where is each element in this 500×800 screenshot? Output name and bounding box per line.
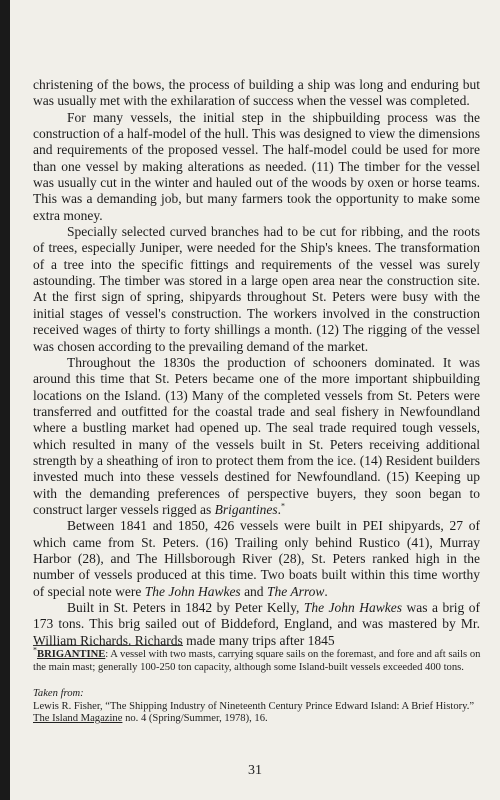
paragraph-2: For many vessels, the initial step in the shipbuilding process was the construction of a half-model of the hull. This was designed to view the dimensions and requirements of the proposed vessel. The half-model could be used for more than one vessel by making alterations as needed. (11) The timber for the vessel was usually cut in the winter and hauled out of the woods by oxen or horse teams. This was a demanding job, but many farmers took the opportunity to make some extra money. [33,109,480,223]
paragraph-5-text: Between 1841 and 1850, 426 vessels were built in PEI shipyards, 27 of which came from St. Peters. (16) Trailing only behind Rustico (41), Murray Harbor (28), and The Hillsborough River (28), St. Peters ranked high in the number of vessels produced at this time. Two boats built within this time worthy of special note were [33,518,480,599]
document-page [10,0,500,800]
footnote [33,645,483,726]
paragraph-6 [33,600,480,649]
paragraph-1: christening of the bows, the process of building a ship was long and enduring but was usually met with the exhilaration of success when the vessel was completed. [33,77,480,109]
footnote-divider [33,645,183,646]
taken-from-label: Taken from: [33,688,84,699]
vessel-name-john-hawkes-2: The John Hawkes [303,600,403,615]
vessel-name-arrow: The Arrow [266,583,325,599]
vessel-name-john-hawkes: The John Hawkes [144,583,241,599]
citation-text: Lewis R. Fisher, “The Shipping Industry of Nineteenth Century Prince Edward Island: A Brief History.” [33,700,475,712]
footnote-term: BRIGANTINE [37,649,106,660]
citation-end: no. 4 (Spring/Summer, 1978), 16. [122,713,268,724]
paragraph-5 [33,518,480,600]
brigantines-term: Brigantines [214,501,278,517]
paragraph-5-and: and [240,583,267,599]
paragraph-3: Specially selected curved branches had to be cut for ribbing, and the roots of trees, especially Juniper, were needed for the Ship's knees. The transformation of a tree into the specific fittings and requirements of the vessel was surely astounding. The timber was stored in a large open area near the construction site. At the first sign of spring, shipyards throughout St. Peters were busy with the initial stages of vessel's construction. The workers involved in the construction received wages of thirty to forty shillings a month. (12) The rigging of the vessel was chosen according to the prevailing demand of the market. [33,224,480,354]
footnote-mark: * [33,645,37,655]
footnote-text: : A vessel with two masts, carrying square sails on the foremast, and fore and aft sails on the main mast; generally 100-250 ton capacity, although some Island-built vessels exceeded 400 tons. [33,649,481,673]
body-text [33,77,480,649]
paragraph-6-start: Built in St. Peters in 1842 by Peter Kelly, [67,600,304,615]
paragraph-4 [33,355,480,518]
footnote-definition [33,645,483,674]
citation [33,701,483,726]
paragraph-5-end: . [324,583,328,599]
paragraph-4-text: Throughout the 1830s the production of schooners dominated. It was around this time that St. Peters became one of the more important shipbuilding locations on the Island. (13) Many of the completed vessels from St. Peters were transferred and outfitted for the coastal trade and seal fishery in Newfoundland where a bustling market had opened up. The seal trade required tough vessels, which resulted in many of the vessels built in St. Peters receiving additional strength by a sheathing of iron to protect them from the ice. (14) Resident builders invested much into these vessels destined for Newfoundland. (15) Keeping up with the demanding preferences of perspective buyers, they soon began to construct larger vessels rigged as [33,354,480,517]
paragraph-6-rest: was a brig of 173 tons. This brig sailed out of Biddeford, England, and was mastered by Mr. William Richards. Richards made many trips after 1845 [33,600,481,648]
page-number: 31 [248,763,262,778]
citation-magazine: The Island Magazine [33,713,123,724]
footnote-marker: * [280,501,285,511]
paragraph-4-end: . [277,501,281,517]
